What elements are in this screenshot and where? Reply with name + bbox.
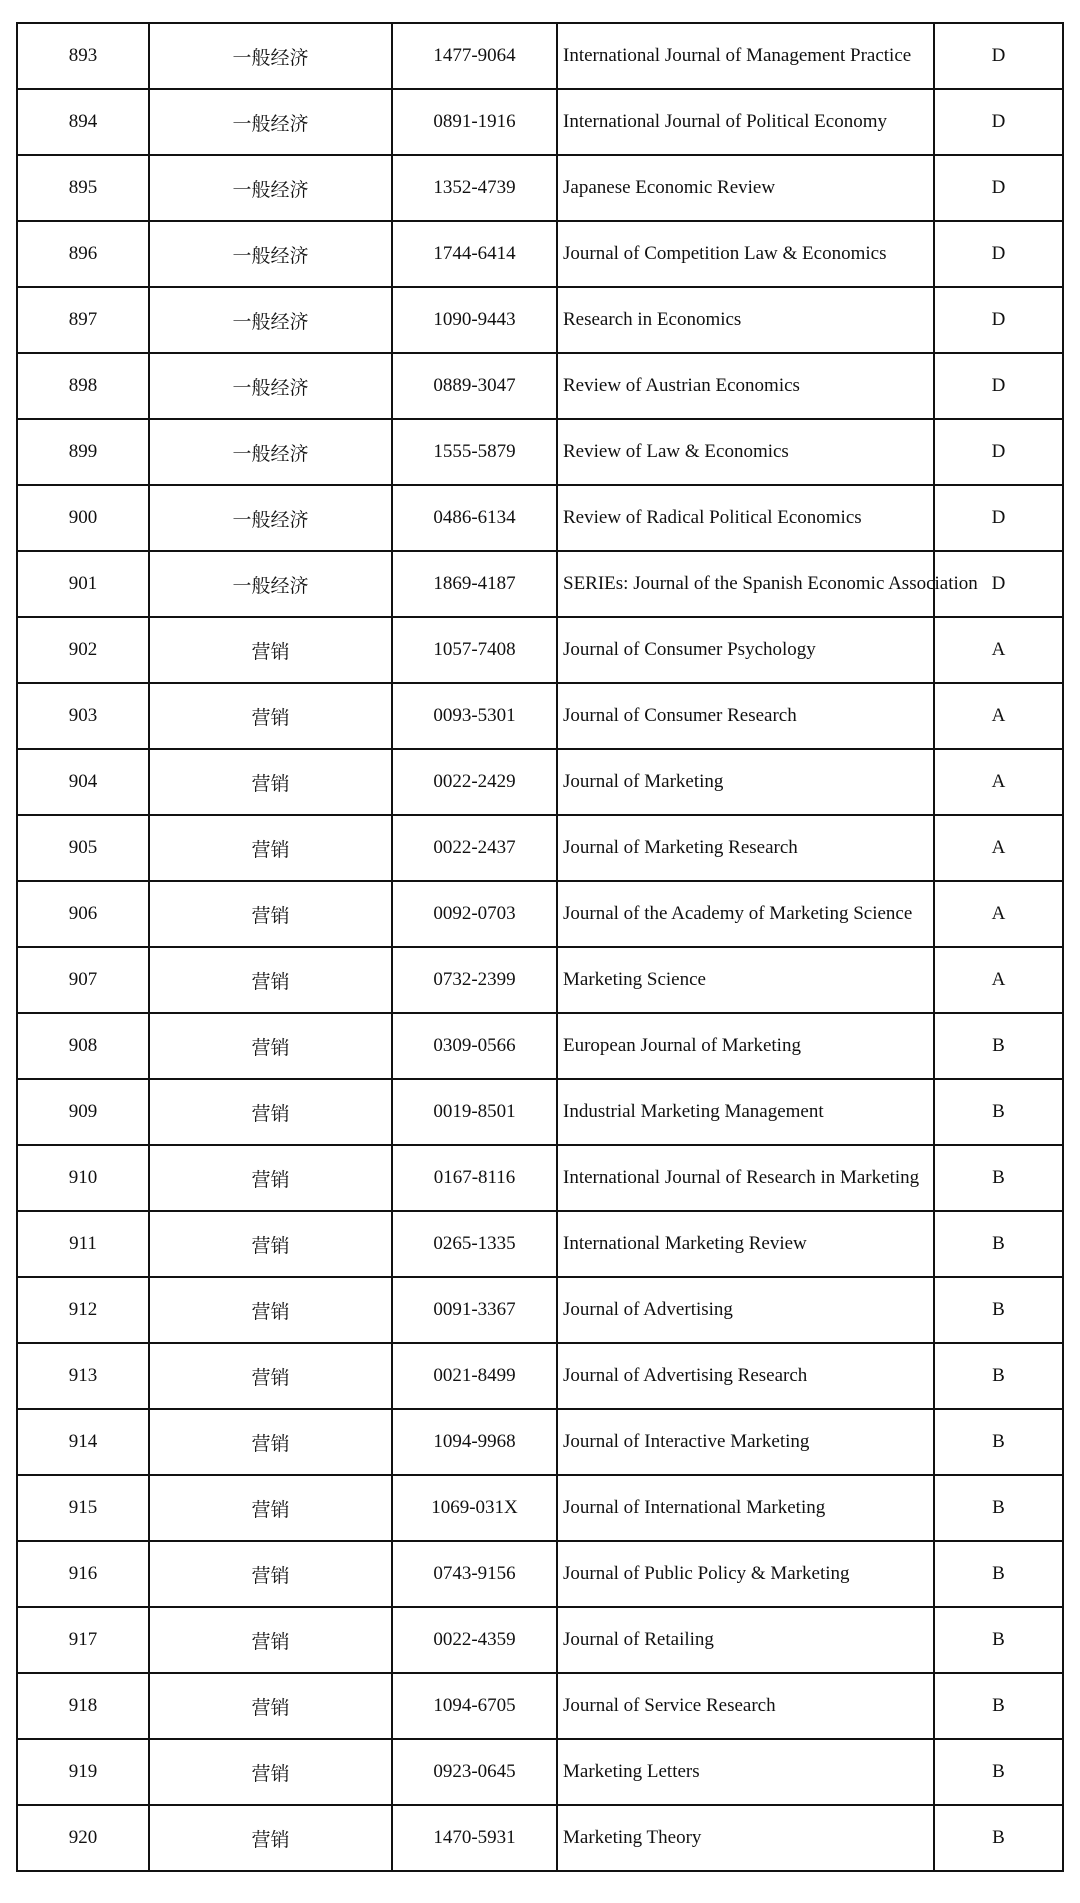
table-row bbox=[17, 815, 1063, 881]
journal-title-cell: International Journal of Management Practice bbox=[557, 23, 934, 89]
grade-cell: D bbox=[934, 551, 1063, 617]
row-number-cell: 904 bbox=[17, 749, 149, 815]
row-number-cell: 917 bbox=[17, 1607, 149, 1673]
category-cell: 营销 bbox=[149, 617, 392, 683]
category-cell: 营销 bbox=[149, 1739, 392, 1805]
issn-cell: 1869-4187 bbox=[392, 551, 557, 617]
table-row bbox=[17, 23, 1063, 89]
row-number-cell: 903 bbox=[17, 683, 149, 749]
row-number-cell: 907 bbox=[17, 947, 149, 1013]
journal-title-cell: Industrial Marketing Management bbox=[557, 1079, 934, 1145]
issn-cell: 0022-2429 bbox=[392, 749, 557, 815]
journal-ranking-sheet bbox=[16, 22, 1062, 1872]
category-cell: 一般经济 bbox=[149, 551, 392, 617]
journal-title-cell: Journal of Advertising bbox=[557, 1277, 934, 1343]
issn-cell: 1477-9064 bbox=[392, 23, 557, 89]
category-cell: 营销 bbox=[149, 1409, 392, 1475]
issn-cell: 0092-0703 bbox=[392, 881, 557, 947]
table-row bbox=[17, 1805, 1063, 1871]
category-cell: 营销 bbox=[149, 1211, 392, 1277]
issn-cell: 0265-1335 bbox=[392, 1211, 557, 1277]
issn-cell: 1352-4739 bbox=[392, 155, 557, 221]
table-row bbox=[17, 1541, 1063, 1607]
grade-cell: B bbox=[934, 1673, 1063, 1739]
issn-cell: 0891-1916 bbox=[392, 89, 557, 155]
grade-cell: D bbox=[934, 287, 1063, 353]
table-row bbox=[17, 1211, 1063, 1277]
category-cell: 营销 bbox=[149, 1079, 392, 1145]
issn-cell: 0091-3367 bbox=[392, 1277, 557, 1343]
issn-cell: 1555-5879 bbox=[392, 419, 557, 485]
grade-cell: B bbox=[934, 1079, 1063, 1145]
row-number-cell: 913 bbox=[17, 1343, 149, 1409]
grade-cell: A bbox=[934, 947, 1063, 1013]
category-cell: 营销 bbox=[149, 1145, 392, 1211]
table-row bbox=[17, 1079, 1063, 1145]
category-cell: 营销 bbox=[149, 1607, 392, 1673]
row-number-cell: 909 bbox=[17, 1079, 149, 1145]
table-row bbox=[17, 617, 1063, 683]
category-cell: 一般经济 bbox=[149, 23, 392, 89]
issn-cell: 1744-6414 bbox=[392, 221, 557, 287]
journal-title-cell: Journal of Consumer Research bbox=[557, 683, 934, 749]
grade-cell: B bbox=[934, 1607, 1063, 1673]
grade-cell: D bbox=[934, 485, 1063, 551]
grade-cell: B bbox=[934, 1343, 1063, 1409]
table-row bbox=[17, 1673, 1063, 1739]
journal-title-cell: Review of Radical Political Economics bbox=[557, 485, 934, 551]
journal-table-body bbox=[17, 23, 1063, 1871]
category-cell: 营销 bbox=[149, 947, 392, 1013]
issn-cell: 1069-031X bbox=[392, 1475, 557, 1541]
journal-title-cell: Marketing Theory bbox=[557, 1805, 934, 1871]
grade-cell: B bbox=[934, 1541, 1063, 1607]
journal-title-cell: Marketing Science bbox=[557, 947, 934, 1013]
journal-title-cell: Review of Law & Economics bbox=[557, 419, 934, 485]
row-number-cell: 897 bbox=[17, 287, 149, 353]
row-number-cell: 900 bbox=[17, 485, 149, 551]
row-number-cell: 898 bbox=[17, 353, 149, 419]
table-row bbox=[17, 221, 1063, 287]
issn-cell: 0167-8116 bbox=[392, 1145, 557, 1211]
grade-cell: B bbox=[934, 1739, 1063, 1805]
row-number-cell: 908 bbox=[17, 1013, 149, 1079]
issn-cell: 0022-2437 bbox=[392, 815, 557, 881]
journal-title-cell: Japanese Economic Review bbox=[557, 155, 934, 221]
row-number-cell: 911 bbox=[17, 1211, 149, 1277]
category-cell: 一般经济 bbox=[149, 155, 392, 221]
grade-cell: D bbox=[934, 89, 1063, 155]
issn-cell: 0743-9156 bbox=[392, 1541, 557, 1607]
issn-cell: 0021-8499 bbox=[392, 1343, 557, 1409]
issn-cell: 1094-9968 bbox=[392, 1409, 557, 1475]
grade-cell: A bbox=[934, 881, 1063, 947]
grade-cell: D bbox=[934, 221, 1063, 287]
journal-title-cell: Journal of International Marketing bbox=[557, 1475, 934, 1541]
issn-cell: 1094-6705 bbox=[392, 1673, 557, 1739]
issn-cell: 0019-8501 bbox=[392, 1079, 557, 1145]
grade-cell: D bbox=[934, 155, 1063, 221]
journal-title-cell: Journal of the Academy of Marketing Science bbox=[557, 881, 934, 947]
journal-title-cell: Marketing Letters bbox=[557, 1739, 934, 1805]
category-cell: 营销 bbox=[149, 1013, 392, 1079]
issn-cell: 0093-5301 bbox=[392, 683, 557, 749]
table-row bbox=[17, 89, 1063, 155]
grade-cell: A bbox=[934, 749, 1063, 815]
row-number-cell: 902 bbox=[17, 617, 149, 683]
category-cell: 营销 bbox=[149, 1805, 392, 1871]
row-number-cell: 912 bbox=[17, 1277, 149, 1343]
journal-title-cell: Journal of Retailing bbox=[557, 1607, 934, 1673]
category-cell: 一般经济 bbox=[149, 221, 392, 287]
row-number-cell: 914 bbox=[17, 1409, 149, 1475]
table-row bbox=[17, 1145, 1063, 1211]
grade-cell: B bbox=[934, 1805, 1063, 1871]
table-row bbox=[17, 353, 1063, 419]
table-row bbox=[17, 683, 1063, 749]
category-cell: 一般经济 bbox=[149, 353, 392, 419]
grade-cell: B bbox=[934, 1145, 1063, 1211]
table-row bbox=[17, 287, 1063, 353]
row-number-cell: 899 bbox=[17, 419, 149, 485]
grade-cell: B bbox=[934, 1475, 1063, 1541]
table-row bbox=[17, 485, 1063, 551]
journal-title-cell: Journal of Interactive Marketing bbox=[557, 1409, 934, 1475]
table-row bbox=[17, 947, 1063, 1013]
issn-cell: 0732-2399 bbox=[392, 947, 557, 1013]
issn-cell: 1470-5931 bbox=[392, 1805, 557, 1871]
row-number-cell: 896 bbox=[17, 221, 149, 287]
grade-cell: D bbox=[934, 419, 1063, 485]
grade-cell: A bbox=[934, 815, 1063, 881]
table-row bbox=[17, 155, 1063, 221]
table-row bbox=[17, 1277, 1063, 1343]
table-row bbox=[17, 1607, 1063, 1673]
journal-title-cell: European Journal of Marketing bbox=[557, 1013, 934, 1079]
journal-title-cell: International Journal of Political Economy bbox=[557, 89, 934, 155]
category-cell: 营销 bbox=[149, 1541, 392, 1607]
journal-title-cell: Research in Economics bbox=[557, 287, 934, 353]
grade-cell: A bbox=[934, 617, 1063, 683]
issn-cell: 0022-4359 bbox=[392, 1607, 557, 1673]
journal-title-cell: Journal of Advertising Research bbox=[557, 1343, 934, 1409]
table-row bbox=[17, 1739, 1063, 1805]
journal-title-cell: International Marketing Review bbox=[557, 1211, 934, 1277]
row-number-cell: 895 bbox=[17, 155, 149, 221]
table-row bbox=[17, 881, 1063, 947]
row-number-cell: 920 bbox=[17, 1805, 149, 1871]
category-cell: 营销 bbox=[149, 1673, 392, 1739]
category-cell: 营销 bbox=[149, 1343, 392, 1409]
row-number-cell: 915 bbox=[17, 1475, 149, 1541]
journal-title-cell: International Journal of Research in Marketing bbox=[557, 1145, 934, 1211]
issn-cell: 0923-0645 bbox=[392, 1739, 557, 1805]
row-number-cell: 918 bbox=[17, 1673, 149, 1739]
table-row bbox=[17, 1343, 1063, 1409]
journal-title-cell: SERIEs: Journal of the Spanish Economic Association bbox=[557, 551, 934, 617]
row-number-cell: 901 bbox=[17, 551, 149, 617]
row-number-cell: 919 bbox=[17, 1739, 149, 1805]
journal-title-cell: Journal of Competition Law & Economics bbox=[557, 221, 934, 287]
journal-title-cell: Journal of Service Research bbox=[557, 1673, 934, 1739]
issn-cell: 1057-7408 bbox=[392, 617, 557, 683]
category-cell: 营销 bbox=[149, 683, 392, 749]
table-row bbox=[17, 419, 1063, 485]
category-cell: 一般经济 bbox=[149, 485, 392, 551]
category-cell: 营销 bbox=[149, 749, 392, 815]
grade-cell: B bbox=[934, 1013, 1063, 1079]
row-number-cell: 893 bbox=[17, 23, 149, 89]
row-number-cell: 910 bbox=[17, 1145, 149, 1211]
grade-cell: D bbox=[934, 353, 1063, 419]
table-row bbox=[17, 1013, 1063, 1079]
row-number-cell: 906 bbox=[17, 881, 149, 947]
category-cell: 一般经济 bbox=[149, 287, 392, 353]
journal-title-cell: Journal of Marketing bbox=[557, 749, 934, 815]
category-cell: 一般经济 bbox=[149, 419, 392, 485]
row-number-cell: 905 bbox=[17, 815, 149, 881]
table-row bbox=[17, 1409, 1063, 1475]
grade-cell: D bbox=[934, 23, 1063, 89]
table-row bbox=[17, 1475, 1063, 1541]
row-number-cell: 894 bbox=[17, 89, 149, 155]
category-cell: 一般经济 bbox=[149, 89, 392, 155]
journal-table bbox=[16, 22, 1064, 1872]
journal-title-cell: Journal of Marketing Research bbox=[557, 815, 934, 881]
issn-cell: 0889-3047 bbox=[392, 353, 557, 419]
category-cell: 营销 bbox=[149, 1277, 392, 1343]
journal-title-cell: Journal of Public Policy & Marketing bbox=[557, 1541, 934, 1607]
issn-cell: 0486-6134 bbox=[392, 485, 557, 551]
row-number-cell: 916 bbox=[17, 1541, 149, 1607]
category-cell: 营销 bbox=[149, 815, 392, 881]
grade-cell: A bbox=[934, 683, 1063, 749]
category-cell: 营销 bbox=[149, 1475, 392, 1541]
table-row bbox=[17, 749, 1063, 815]
journal-title-cell: Journal of Consumer Psychology bbox=[557, 617, 934, 683]
grade-cell: B bbox=[934, 1211, 1063, 1277]
issn-cell: 1090-9443 bbox=[392, 287, 557, 353]
grade-cell: B bbox=[934, 1277, 1063, 1343]
category-cell: 营销 bbox=[149, 881, 392, 947]
journal-title-cell: Review of Austrian Economics bbox=[557, 353, 934, 419]
issn-cell: 0309-0566 bbox=[392, 1013, 557, 1079]
grade-cell: B bbox=[934, 1409, 1063, 1475]
table-row bbox=[17, 551, 1063, 617]
